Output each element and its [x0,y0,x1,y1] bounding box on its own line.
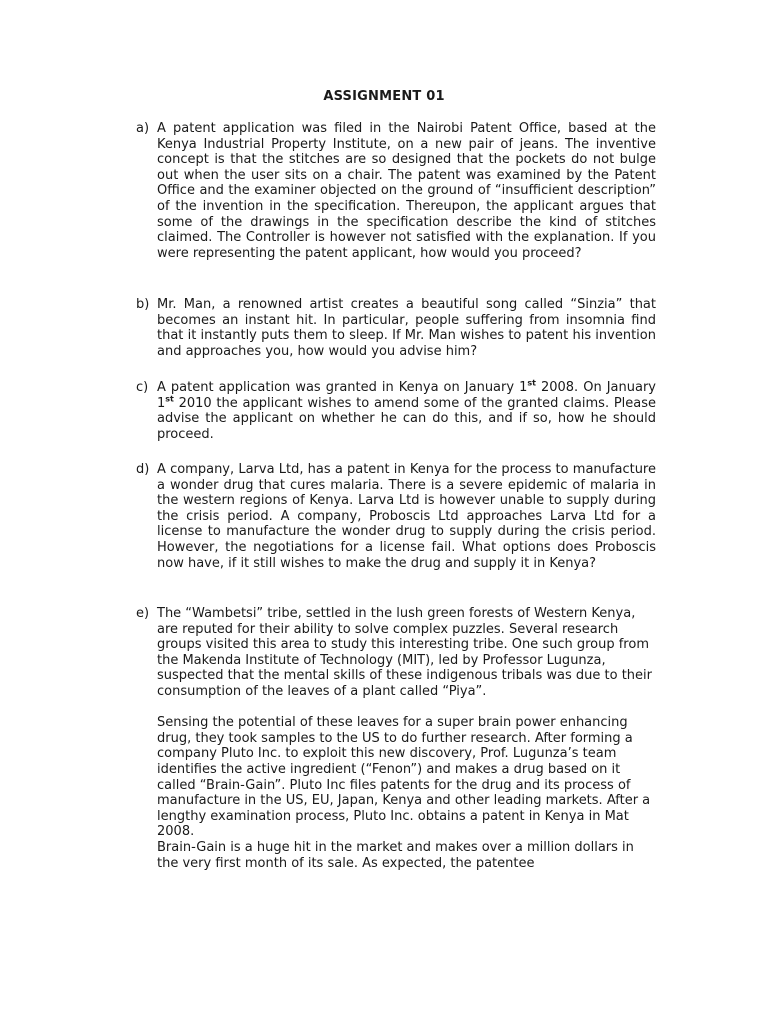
paragraph: The “Wambetsi” tribe, settled in the lush green forests of Western Kenya, are reputed for their ability to solve complex puzzles. Several research groups visited this area to study this interesting tribe. One such group from the Makenda Institute of Technology (MIT), led by Professor Lugunza, suspected that the mental skills of these indigenous tribals was due to their consumption of the leaves of a plant called “Piya”. [157,606,653,699]
question-text: A patent application was filed in the Nairobi Patent Office, based at the Kenya Industrial Property Institute, on a new pair of jeans. The inventive concept is that the stitches are so designed that the pockets do not bulge out when the user sits on a chair. The patent was examined by the Patent Office and the examiner objected on the ground of “insufficient description” of the invention in the specification. Thereupon, the applicant argues that some of the drawings in the specification describe the kind of stitches claimed. The Controller is however not satisfied with the explanation. If you were representing the patent applicant, how would you proceed? [157,121,656,261]
question-c [136,380,656,442]
text-segment: A patent application was granted in Kenya on January 1 [157,380,528,395]
text-segment: 2008. On January 1 [157,380,656,411]
ordinal-suffix: st [165,394,174,404]
question-text [157,606,656,871]
question-marker: d) [136,462,150,477]
question-e [136,606,656,871]
question-b [136,297,656,359]
question-marker: e) [136,606,150,621]
paragraph: Sensing the potential of these leaves for a super brain power enhancing drug, they took samples to the US to do further research. After forming a company Pluto Inc. to exploit this new discovery, Prof. Lugunza’s team identifies the active ingredient (“Fenon”) and makes a drug based on it called “Brain-Gain”. Pluto Inc files patents for the drug and its process of manufacture in the US, EU, Japan, Kenya and other leading markets. After a lengthy examination process, Pluto Inc. obtains a patent in Kenya in Mat 2008. [157,715,651,840]
question-marker: a) [136,121,150,136]
question-marker: c) [136,380,149,395]
text-segment: 2010 the applicant wishes to amend some of the granted claims. Please advise the applicant on whether he can do this, and if so, how he should proceed. [157,395,656,442]
question-text: Mr. Man, a renowned artist creates a beautiful song called “Sinzia” that becomes an instant hit. In particular, people suffering from insomnia find that it instantly puts them to sleep. If Mr. Man wishes to patent his invention and approaches you, how would you advise him? [157,297,656,359]
page-title: ASSIGNMENT 01 [323,89,445,104]
question-marker: b) [136,297,150,312]
question-d [136,462,656,571]
ordinal-suffix: st [527,378,536,388]
question-a [136,121,656,261]
question-text [157,380,656,442]
paragraph: Brain-Gain is a huge hit in the market and makes over a million dollars in the very first month of its sale. As expected, the patentee [157,839,634,871]
question-text: A company, Larva Ltd, has a patent in Kenya for the process to manufacture a wonder drug that cures malaria. There is a severe epidemic of malaria in the western regions of Kenya. Larva Ltd is however unable to supply during the crisis period. A company, Proboscis Ltd approaches Larva Ltd for a license to manufacture the wonder drug to supply during the crisis period. However, the negotiations for a license fail. What options does Proboscis now have, if it still wishes to make the drug and supply it in Kenya? [157,462,656,571]
